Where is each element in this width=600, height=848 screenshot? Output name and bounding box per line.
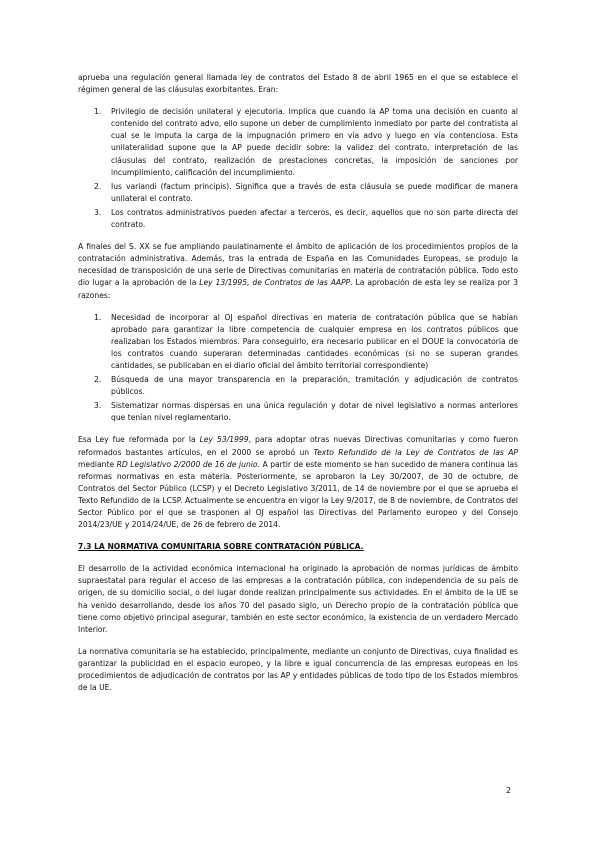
page-content bbox=[78, 72, 518, 704]
intro-paragraph: aprueba una regulación general llamada ley de contratos del Estado 8 de abril 1965 en el que se establece el régimen general de las cláusulas exorbitantes. Eran: bbox=[78, 73, 518, 95]
paragraph-text: A finales del S. XX se fue ampliando paulatinamente el ámbito de aplicación de los procedimientos propios de la contratación administrativa. Además, tras la entrada de España en las Comunidades Europeas, se produjo la necesidad de transposición de una serie de Directivas comunitarias en materia de contratación pública. Todo esto dio lugar a la aprobación de la bbox=[78, 242, 518, 288]
list-number: 1. bbox=[94, 312, 102, 322]
list-item bbox=[78, 181, 518, 205]
law-13-1995-paragraph bbox=[78, 241, 518, 301]
paragraph-text: . La aprobación de esta ley se realiza por 3 razones: bbox=[78, 278, 518, 300]
list-item bbox=[78, 207, 518, 231]
paragraph-text: Esa Ley fue reformada por la bbox=[78, 435, 200, 445]
list-item bbox=[78, 106, 518, 179]
list-item bbox=[78, 400, 518, 424]
section-heading: 7.3 LA NORMATIVA COMUNITARIA SOBRE CONTRATACIÓN PÚBLICA. bbox=[78, 542, 364, 552]
list-text: Los contratos administrativos pueden afectar a terceros, es decir, aquellos que no son parte directa del contrato. bbox=[111, 207, 518, 230]
exorbitant-clauses-list bbox=[78, 106, 518, 231]
law-reference: Texto Refundido de la Ley de Contratos de las AP bbox=[313, 447, 518, 457]
list-number: 2. bbox=[94, 375, 102, 385]
law-reference: RD Legislativo 2/2000 de 16 de junio bbox=[116, 459, 258, 469]
list-item bbox=[78, 312, 518, 372]
list-text: Búsqueda de una mayor transparencia en la preparación, tramitación y adjudicación de contratos públicos. bbox=[111, 375, 518, 397]
page-number: 2 bbox=[506, 786, 512, 795]
list-text: Sistematizar normas dispersas en una única regulación y dotar de nivel legislativo a normas anteriores que tenían nivel reglamentario. bbox=[111, 401, 518, 423]
list-number: 2. bbox=[94, 181, 102, 191]
list-number: 3. bbox=[94, 401, 102, 411]
paragraph-text: . A partir de este momento se han sucedido de manera continua las reformas normativas en esta materia. Posteriormente, se aprobaron la Ley 30/2007, de 30 de octubre, de Contratos del Sector Público (LCSP) y el Decreto Legislativo 3/2011, de 14 de noviembre por el que se aprueba el Texto Refundido de la LCSP. Actualmente se encuentra en vigor la Ley 9/2017, de 8 de noviembre, de Contratos del Sector Público por el que se trasponen al OJ español las Directivas del Parlamento europeo y del Consejo 2014/23/UE y 2014/24/UE, de 26 de febrero de 2014. bbox=[78, 459, 518, 530]
eu-development-paragraph: El desarrollo de la actividad económica internacional ha originado la aprobación de normas jurídicas de ámbito supraestatal para regular el acceso de las empresas a la contratación pública, con independencia de su país de origen, de su domicilio social, o del lugar donde realizan principalmente sus actividades. En el ámbito de la UE se ha venido desarrollando, desde los años 70 del pasado siglo, un Derecho propio de la contratación pública que tiene como objetivo principal asegurar, también en este sector económico, la existencia de un verdadero Mercado Interior. bbox=[78, 564, 518, 634]
list-text: Privilegio de decisión unilateral y ejecutoria. Implica que cuando la AP toma una decisión en cuanto al contenido del contrato advo, ello supone un deber de cumplimiento inmediato por parte del contratista al cual se le imputa la carga de la impugnación primero en vía advo y luego en vía contenciosa. Esta unilateralidad supone que la AP puede decidir sobre: la validez del contrato, interpretación de las cláusulas del contrato, realización de prestaciones concretas, la imposición de sanciones por incumplimiento, calificación del incumplimiento. bbox=[111, 107, 518, 177]
list-number: 1. bbox=[94, 107, 102, 117]
list-text: Ius variandi (factum principis). Significa que a través de esta cláusula se puede modificar de manera unilateral el contrato. bbox=[111, 181, 518, 203]
list-text: Necesidad de incorporar al OJ español directivas en materia de contratación pública que se habían aprobado para garantizar la libre competencia de cualquier empresa en los contratos públicos que realizaban los Estados miembros. Para conseguirlo, era necesario publicar en el DOUE la convocatoria de los contratos cuando superaran determinadas cantidades económicas (si no se superan grandes cantidades, se publicaban en el diario oficial del ámbito territorial correspondiente) bbox=[111, 312, 518, 370]
eu-directives-paragraph: La normativa comunitaria se ha establecido, principalmente, mediante un conjunto de Directivas, cuya finalidad es garantizar la publicidad en el espacio europeo, y la libre e igual concurrencia de las empresas europeas en los procedimientos de adjudicación de contratos por las AP y entidades públicas de todo tipo de los Estados miembros de la UE. bbox=[78, 646, 518, 693]
law-reference: Ley 53/1999 bbox=[199, 435, 249, 445]
law-reference: Ley 13/1995, de Contratos de las AAPP bbox=[199, 278, 351, 288]
paragraph-text: mediante bbox=[78, 459, 117, 469]
paragraph-text: , para adoptar otras nuevas Directivas comunitarias y como fueron reformados bastantes artículos, en el 2000 se aprobó un bbox=[78, 435, 519, 457]
list-item bbox=[78, 374, 518, 398]
list-number: 3. bbox=[94, 207, 102, 217]
reforms-paragraph bbox=[78, 434, 518, 531]
reasons-list bbox=[78, 312, 518, 425]
